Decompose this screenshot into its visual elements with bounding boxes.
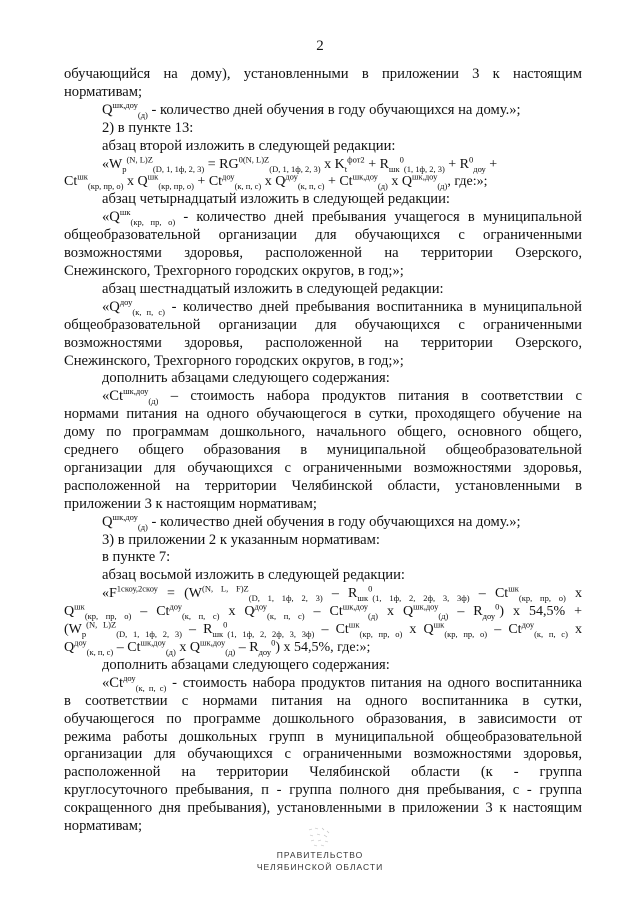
text-line: дополнить абзацами следующего содержания:: [102, 370, 390, 387]
text-line: возможностями здоровья, расположенной на территории Озерского,: [64, 334, 582, 351]
formula-line: «$W_р^{(N, L)Z}_{(D, 1, 1ф, 2, 3)} = RG^{0(N, L)Z}_{(D, 1, 1ф, 2, 3)}$ x $K_t^{фот2} + R_{шк}^0_{(1, 1ф, 2, 3)} + R^0_{доу}$ +: [102, 153, 498, 174]
text-line: «$Ct^{доу}_{(к, п, с)}$ - стоимость набора продуктов питания на одного воспитанника: [102, 672, 582, 693]
text-line: дополнить абзацами следующего содержания:: [102, 656, 390, 673]
footer-line-region: ЧЕЛЯБИНСКОЙ ОБЛАСТИ: [256, 862, 384, 872]
text-line: в соответствии с нормами питания на одного воспитанника в сутки,: [64, 692, 582, 709]
text-line: возможностями здоровья, расположенной на территории Озерского,: [64, 245, 582, 262]
text-line: приложении 3 к настоящим нормативам;: [64, 495, 317, 512]
text-line: нормативам;: [64, 83, 143, 100]
text-line: Снежинского, Трехгорного городских округов, в год;»;: [64, 352, 404, 369]
text-line: круглосуточного пребывания, п - группа полного дня пребывания, с - группа: [64, 782, 582, 799]
text-line: 3) в приложении 2 к указанным нормативам:: [102, 531, 380, 548]
document-body: [64, 66, 582, 836]
text-line: абзац четырнадцатый изложить в следующей редакции:: [102, 191, 450, 208]
text-line: расположенной на территории Челябинской области, установленными в: [64, 477, 582, 494]
text-line: «$Ct^{шк,доу}_{(д)}$ – стоимость набора продуктов питания в соответствии с: [102, 386, 582, 407]
footer-line-government: ПРАВИТЕЛЬСТВО: [276, 850, 364, 860]
text-line: организации для обучающихся с ограниченными возможностями здоровья,: [64, 459, 582, 476]
text-line: сокращенного дня пребывания), установленными в приложении 3 к настоящим: [64, 800, 582, 817]
text-line: $Q^{шк,доу}_{(д)}$ - количество дней обучения в году обучающихся на дому.»;: [102, 99, 521, 120]
text-line: абзац второй изложить в следующей редакции:: [102, 137, 396, 154]
text-line: организации для обучающихся с ограниченными возможностями здоровья,: [64, 746, 582, 763]
text-line: нормами питания на одного обучающегося в сутки, проходящего обучение на: [64, 406, 582, 423]
text-line: в пункте 7:: [102, 549, 171, 566]
text-line: Снежинского, Трехгорного городских округов, в год;»;: [64, 262, 404, 279]
page-number: 2: [316, 38, 324, 54]
text-line: 2) в пункте 13:: [102, 119, 194, 136]
text-line: общеобразовательной организации для обучающихся с ограниченными: [64, 227, 582, 244]
text-line: режима работы дошкольных групп в муниципальной общеобразовательной: [64, 728, 582, 745]
text-line: общеобразовательной организации для обучающихся с ограниченными: [64, 316, 582, 333]
text-line: $Q^{шк,доу}_{(д)}$ - количество дней обучения в году обучающихся на дому.»;: [102, 511, 521, 532]
stamp-mark-icon: [306, 826, 332, 848]
text-line: абзац шестнадцатый изложить в следующей редакции:: [102, 280, 444, 297]
footer-stamp: [0, 849, 640, 873]
text-line: «$Q^{доу}_{(к, п, с)}$ - количество дней пребывания воспитанника в муниципальной: [102, 296, 582, 317]
text-line: обучающийся на дому), установленными в приложении 3 к настоящим: [64, 66, 582, 82]
formula-line: $Q^{доу}_{(к, п, с)} - Ct^{шк,доу}_{(д)}$ x $Q^{шк,доу}_{(д)} - R_{доу}^0$) x 54,5%, где:»;: [64, 637, 371, 657]
formula-line: «$F^{1скоу,2скоу} = (W^{(N, L, F)Z}_{(D, 1, 1ф, 2, 3)} - R_{шк}^0_{(1, 1ф, 2, 2ф, 3, 3ф)} - Ct^{шк}_{(кр, пр, о)}$ x: [102, 583, 582, 604]
text-line: расположенной на территории Челябинской области (к - группа: [64, 764, 582, 781]
formula-line: $Ct^{шк}_{(кр, пр, о)}$ x $Q^{шк}_{(кр, пр, о)} + Ct^{доу}_{(к, п, с)}$ x $Q^{доу}_{(к, п, с)} + Ct^{шк,доу}_{(д)}$ x $Q^{шк,доу}_{(д)}$, где:»;: [64, 171, 488, 192]
text-line: обучающегося по программе дошкольного образования, в зависимости от: [64, 710, 582, 727]
text-line: «$Q^{шк}_{(кр, пр, о)}$ - количество дней пребывания учащегося в муниципальной: [102, 207, 582, 228]
formula-line: ($W_р^{(N, L)Z}_{(D, 1, 1ф, 2, 3)} - R_{шк}^0_{(1, 1ф, 2, 2ф, 3, 3ф)} - Ct^{шк}_{(кр, пр, о)}$ x $Q^{шк}_{(кр, пр, о)} - Ct^{доу}_{(к, п, с)}$ x: [64, 619, 583, 639]
text-line: нормативам;: [64, 818, 143, 835]
text-line: дому по программам дошкольного, начального общего, основного общего,: [64, 424, 582, 441]
text-line: абзац восьмой изложить в следующей редакции:: [102, 567, 405, 584]
text-line: среднего общего образования в муниципальной общеобразовательной: [64, 442, 582, 459]
formula-line: $Q^{шк}_{(кр, пр, о)} - Ct^{доу}_{(к, п, с)}$ x $Q^{доу}_{(к, п, с)} - Ct^{шк,доу}_{(д)}$ x $Q^{шк,доу}_{(д)} - R_{доу}^0$) x 54,5% +: [64, 601, 582, 621]
